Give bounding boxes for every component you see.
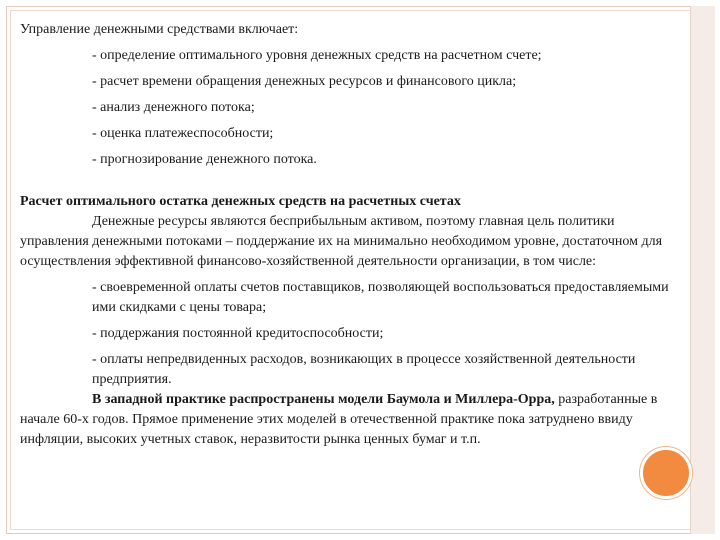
paragraph-2-bold: В западной практике распространены модели Баумола и Миллера-Орра,: [92, 392, 555, 407]
decorative-orange-circle: [640, 447, 692, 499]
list1-item: - оценка платежеспособности;: [92, 126, 274, 141]
list1-item: - определение оптимального уровня денежных средств на расчетном счете;: [92, 48, 542, 63]
list2-item: - оплаты непредвиденных расходов, возникающих в процессе хозяйственной деятельности предприятия.: [92, 352, 636, 387]
paragraph-1: Денежные ресурсы являются бесприбыльным активом, поэтому главная цель политики управления денежными потоками – поддержание их на минимально необходимом уровне, достаточном для осуществления эффективной финансово-хозяйственной деятельности организации, в том числе:: [20, 214, 663, 269]
paragraph-2: [20, 390, 684, 450]
slide-body: [20, 20, 684, 450]
list1-item: - анализ денежного потока;: [92, 100, 255, 115]
list1-item: - расчет времени обращения денежных ресурсов и финансового цикла;: [92, 74, 517, 89]
section-heading: Расчет оптимального остатка денежных средств на расчетных счетах: [20, 194, 461, 209]
intro-line: Управление денежными средствами включает:: [20, 22, 299, 37]
list2-item: - поддержания постоянной кредитоспособности;: [92, 326, 384, 341]
list2-item: - своевременной оплаты счетов поставщиков, позволяющей воспользоваться предоставляемыми ими скидками с цены товара;: [92, 280, 669, 315]
decorative-side-band: [690, 6, 715, 534]
list1-item: - прогнозирование денежного потока.: [92, 152, 317, 167]
paragraph-2-rest: разработанные в начале 60-х годов. Прямое применение этих моделей в отечественной практике пока затруднено ввиду инфляции, высоких учетных ставок, неразвитости рынка ценных бумаг и т.п.: [20, 392, 658, 447]
